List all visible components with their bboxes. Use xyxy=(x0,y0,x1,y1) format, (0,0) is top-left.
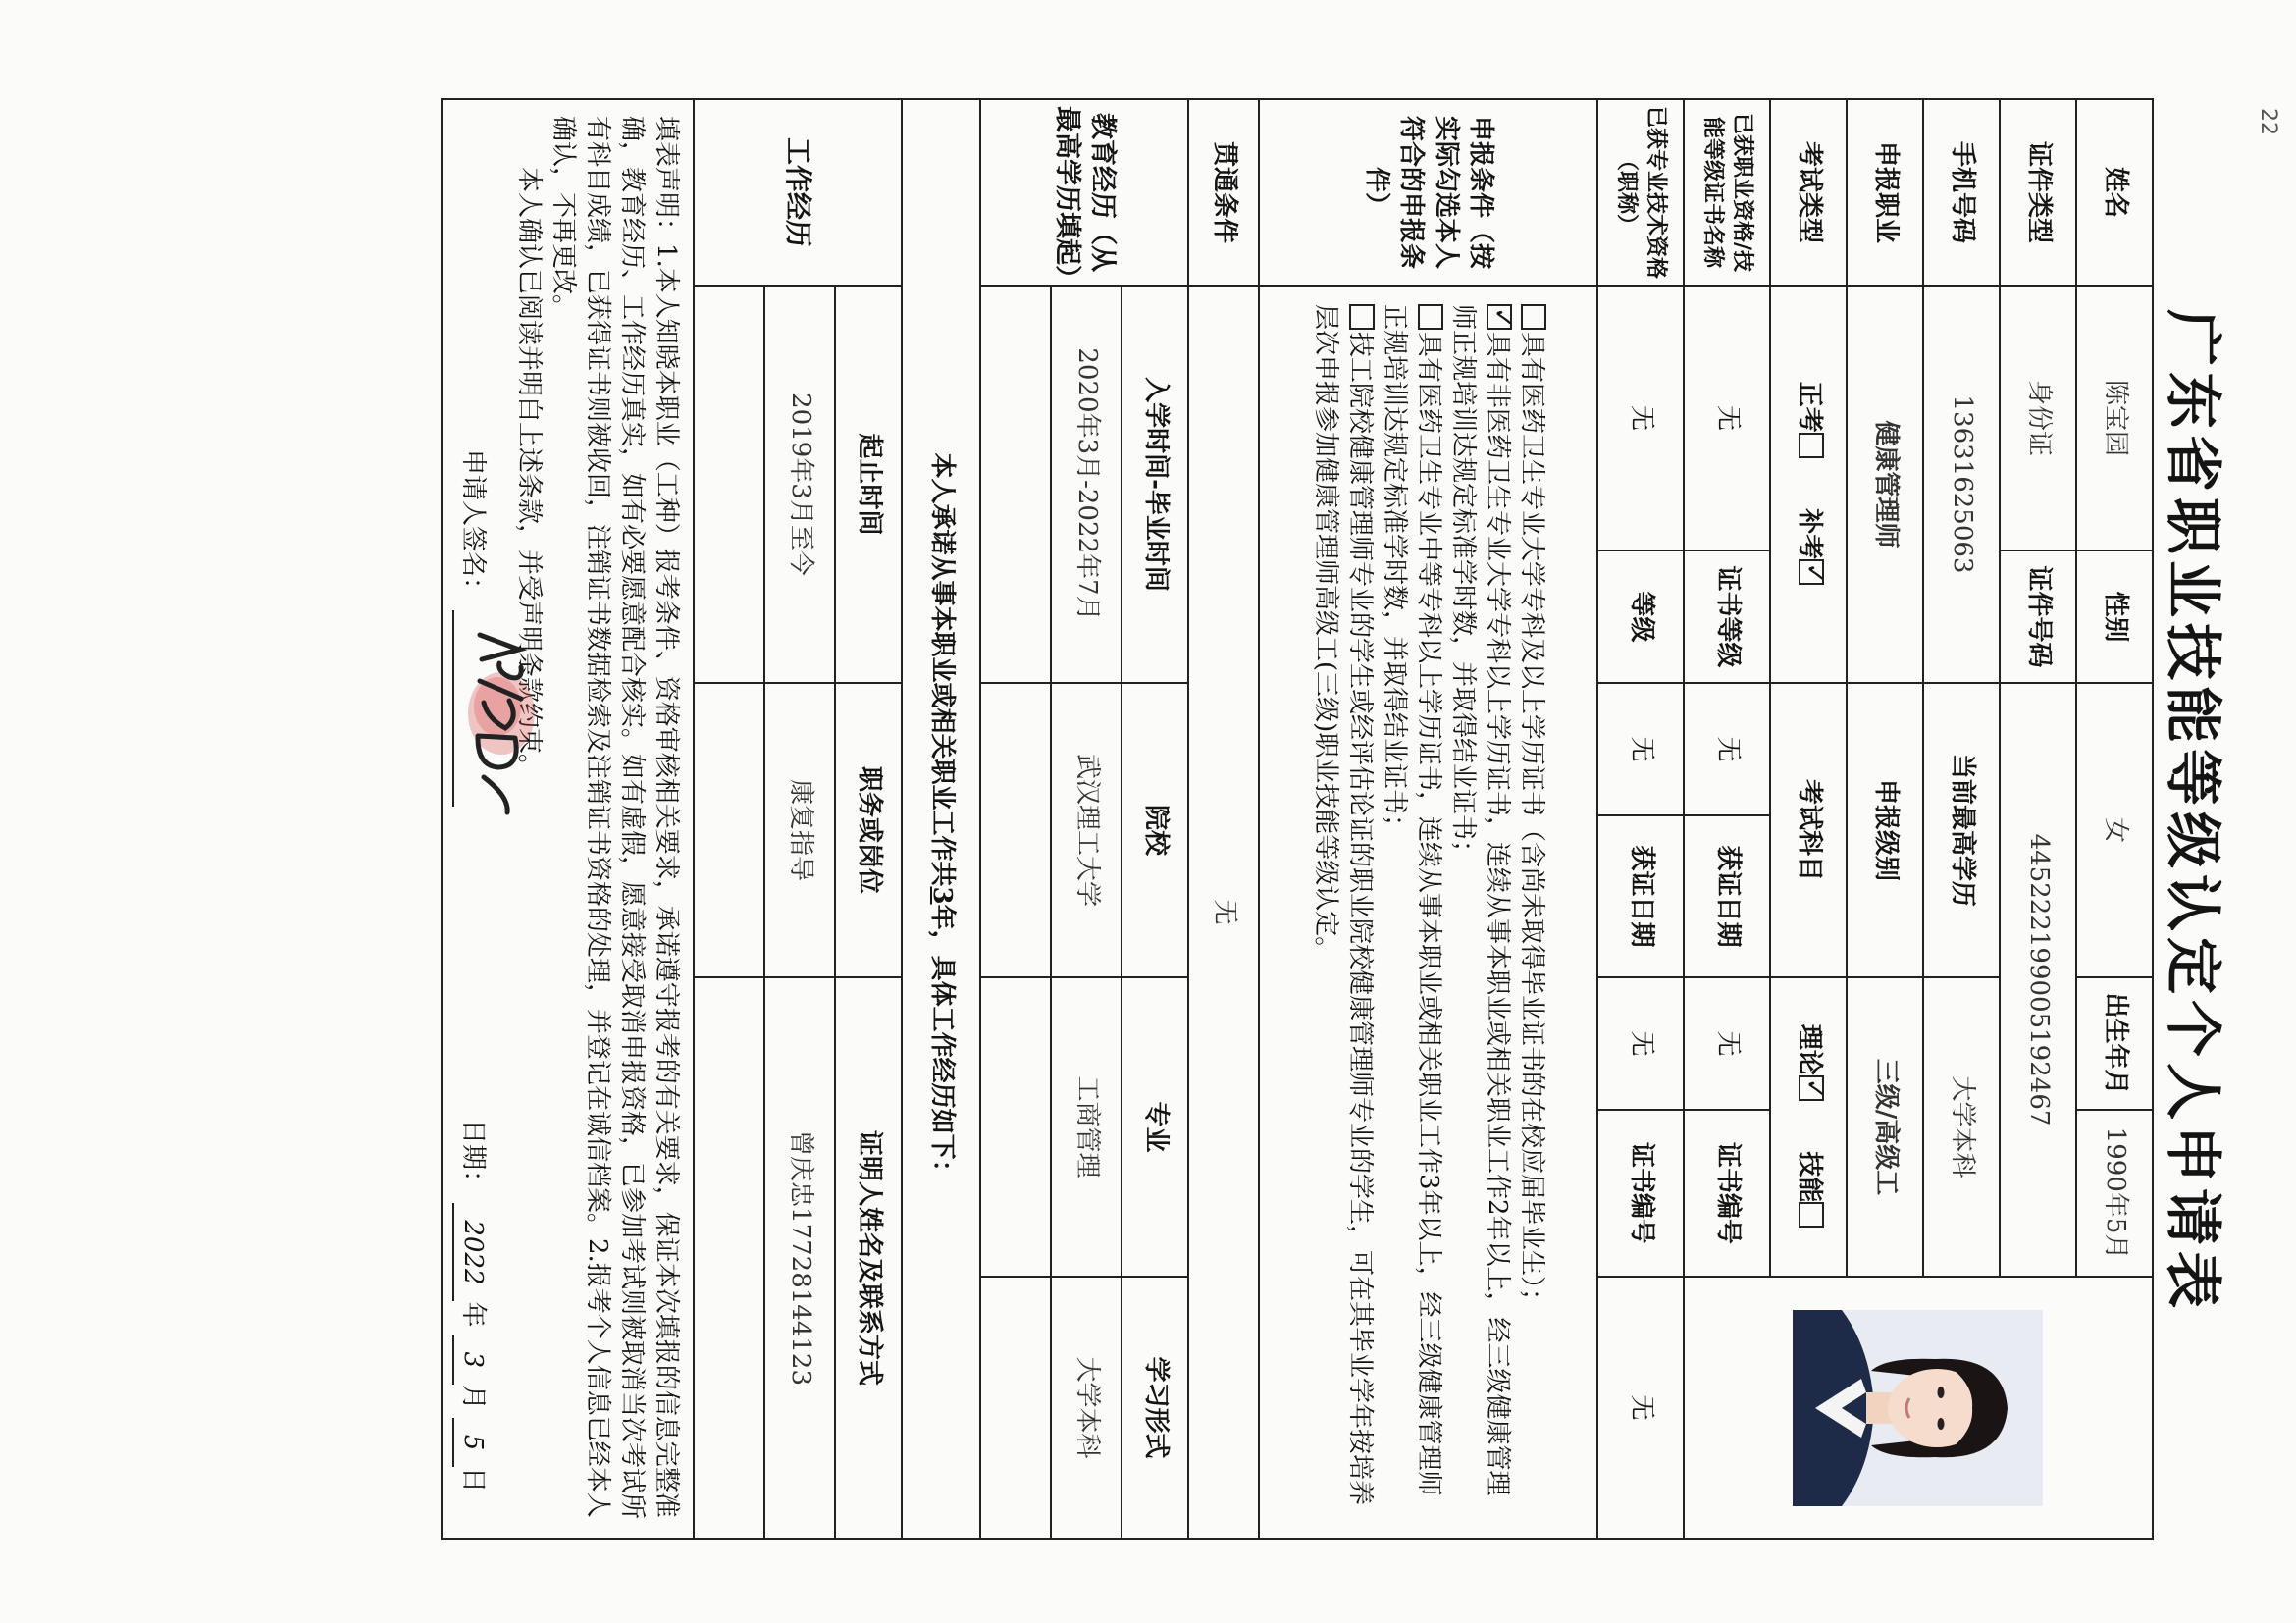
subject-theory-label: 理论 xyxy=(1794,1023,1824,1075)
level-label: 申报级别 xyxy=(1847,683,1923,977)
work-history-label: 工作经历 xyxy=(694,99,902,286)
edu-header-major: 专业 xyxy=(1122,977,1188,1277)
year-char: 年 xyxy=(457,1301,488,1328)
edu-period-empty xyxy=(980,286,1051,683)
condition-checkbox-3[interactable] xyxy=(1418,304,1443,330)
exam-type-regular-checkbox[interactable] xyxy=(1799,433,1824,458)
condition-text-2: 具有非医药卫生专业大学专科以上学历证书，连续从事本职业或相关职业工作2年以上，经三级健康管理师正规培训达规定标准学时数，并取得结业证书； xyxy=(1448,304,1513,1496)
condition-text-4: 技工院校健康管理师专业的学生或经评估论证的职业院校健康管理师专业的学生，可在其毕业学年按培养层次申报参加健康管理师高级工(三级)职业技能等级认定。 xyxy=(1310,304,1375,1506)
application-form xyxy=(441,98,2154,1540)
edu-header-mode: 学习形式 xyxy=(1122,1277,1188,1539)
qual-date-label: 获证日期 xyxy=(1684,815,1770,977)
day-char: 日 xyxy=(457,1467,488,1493)
exam-type-label: 考试类型 xyxy=(1770,99,1847,286)
birth-value: 1990年5月 xyxy=(2076,1110,2153,1277)
through-label: 贯通条件 xyxy=(1188,99,1259,286)
edu-history-label: 教育经历（从最高学历填起） xyxy=(980,99,1188,286)
edu-period: 2020年3月-2022年7月 xyxy=(1051,286,1122,683)
subject-theory-checkbox[interactable] xyxy=(1799,1075,1824,1101)
condition-item xyxy=(1377,304,1445,1520)
work-header-period: 起止时间 xyxy=(835,286,902,683)
qual-cert-date: 无 xyxy=(1684,977,1770,1110)
exam-type-makeup-label: 补考 xyxy=(1794,508,1824,560)
exam-subject-options xyxy=(1770,977,1847,1277)
signature-row xyxy=(452,116,489,1522)
signature-area xyxy=(452,449,489,807)
handwritten-signature xyxy=(460,620,548,826)
tech-grade: 无 xyxy=(1597,683,1684,815)
work-pledge xyxy=(902,99,980,1539)
condition-item xyxy=(1514,304,1548,1520)
condition-item xyxy=(1308,304,1377,1520)
grade-label: 等级 xyxy=(1597,550,1684,683)
condition-checkbox-2[interactable] xyxy=(1487,304,1512,330)
conditions-label: 申报条件（按实际勾选本人符合的申报条件） xyxy=(1259,99,1597,286)
tech-title-label: 已获专业技术资格（职称） xyxy=(1597,99,1684,286)
edu-header-school: 院校 xyxy=(1122,683,1188,977)
gender-label: 性别 xyxy=(2076,550,2153,683)
tech-date: 无 xyxy=(1597,977,1684,1110)
declaration-block xyxy=(442,99,694,1539)
edu-mode-empty xyxy=(980,1277,1051,1539)
work-period-empty xyxy=(694,286,764,683)
work-header-referee: 证明人姓名及联系方式 xyxy=(835,977,902,1539)
qual-cert-name: 无 xyxy=(1684,286,1770,550)
signature-field[interactable] xyxy=(452,610,489,807)
photo-cell xyxy=(1684,1277,2153,1539)
phone-value: 13631625063 xyxy=(1923,286,2000,683)
work-position-empty xyxy=(694,683,764,977)
subject-skill-label: 技能 xyxy=(1794,1151,1824,1203)
edu-major-empty xyxy=(980,977,1051,1277)
condition-checkbox-1[interactable] xyxy=(1521,304,1546,330)
id-number-value: 445222199005192467 xyxy=(2000,683,2076,1277)
work-referee-empty xyxy=(694,977,764,1539)
exam-type-makeup-checkbox[interactable] xyxy=(1799,559,1824,585)
condition-item xyxy=(1445,304,1514,1520)
signature-label: 申请人签名： xyxy=(457,449,488,603)
pledge-years: 3 xyxy=(926,886,957,905)
pledge-prefix: 本人承诺从事本职业或相关职业工作共 xyxy=(926,452,957,887)
condition-text-3: 具有医药卫生专业中等专科以上学历证书，连续从事本职业或相关职业工作3年以上，经三级健康管理师正规培训达规定标准学时数，并取得结业证书； xyxy=(1379,304,1444,1496)
date-month[interactable]: 3 xyxy=(452,1335,489,1385)
qual-cert-level: 无 xyxy=(1684,683,1770,815)
occupation-label: 申报职业 xyxy=(1847,99,1923,286)
name-value: 陈宝园 xyxy=(2076,286,2153,550)
tech-no-label: 证书编号 xyxy=(1597,1110,1684,1277)
edu-header-period: 入学时间-毕业时间 xyxy=(1122,286,1188,683)
date-year[interactable]: 2022 xyxy=(452,1203,489,1301)
level-value: 三级/高级工 xyxy=(1847,977,1923,1277)
exam-subject-label: 考试科目 xyxy=(1770,683,1847,977)
qual-no-label: 证书编号 xyxy=(1684,1110,1770,1277)
name-label: 姓名 xyxy=(2076,99,2153,286)
id-type-label: 证件类型 xyxy=(2000,99,2076,286)
pledge-suffix: 年，具体工作经历如下： xyxy=(926,904,957,1185)
work-period: 2019年3月至今 xyxy=(764,286,835,683)
through-value: 无 xyxy=(1188,286,1259,1539)
tech-date-label: 获证日期 xyxy=(1597,815,1684,977)
page-number: 22 xyxy=(2256,108,2280,135)
work-header-position: 职务或岗位 xyxy=(835,683,902,977)
id-number-label: 证件号码 xyxy=(2000,550,2076,683)
gender-value: 女 xyxy=(2076,683,2153,977)
id-type-value: 身份证 xyxy=(2000,286,2076,550)
applicant-photo xyxy=(1794,1310,2044,1506)
declaration-confirm: 本人确认已阅读并明白上述条款，并受声明条款约束。 xyxy=(513,167,544,780)
edu-school: 武汉理工大学 xyxy=(1051,683,1122,977)
condition-text-1: 具有医药卫生专业大学专科及以上学历证书（含尚未取得毕业证书的在校应届毕业生）； xyxy=(1517,332,1547,1315)
month-char: 月 xyxy=(457,1384,488,1410)
phone-label: 手机号码 xyxy=(1923,99,2000,286)
tech-title-name: 无 xyxy=(1597,286,1684,550)
occupation-value: 健康管理师 xyxy=(1847,286,1923,683)
work-position: 康复指导 xyxy=(764,683,835,977)
declaration-text: 填表声明：1.本人知晓本职业（工种）报考条件、资格审核相关要求，承诺遵守报考的有关要求，保证本次填报的信息完整准确，教育经历、工作经历真实，如有必要愿意配合核实。如有虚假，愿意接受取消申报资格，已参加考试则被取消当次考试所有科目成绩，已获得证书则被收回，注销证书数据检索及注销证书资格的处理，并登记在诚信档案。2.报考个人信息已经本人确认，不再更改。 xyxy=(548,116,681,1520)
conditions-list xyxy=(1259,286,1597,1539)
education-value: 大学本科 xyxy=(1923,977,2000,1277)
edu-school-empty xyxy=(980,683,1051,977)
education-label: 当前最高学历 xyxy=(1923,683,2000,977)
cert-level-label: 证书等级 xyxy=(1684,550,1770,683)
document-title: 广东省职业技能等级认定个人申请表 xyxy=(2160,308,2226,1314)
tech-cert-no: 无 xyxy=(1597,1277,1684,1539)
condition-checkbox-4[interactable] xyxy=(1349,304,1375,330)
exam-type-regular-label: 正考 xyxy=(1794,381,1824,433)
date-day[interactable]: 5 xyxy=(452,1418,489,1467)
edu-major: 工商管理 xyxy=(1051,977,1122,1277)
edu-mode: 大学本科 xyxy=(1051,1277,1122,1539)
subject-skill-checkbox[interactable] xyxy=(1799,1202,1824,1228)
work-referee: 曾庆忠17728144123 xyxy=(764,977,835,1539)
date-label: 日期： xyxy=(457,1119,488,1196)
exam-type-options xyxy=(1770,286,1847,683)
birth-label: 出生年月 xyxy=(2076,977,2153,1110)
date-area xyxy=(452,1119,489,1492)
qual-cert-label: 已获职业资格/技能等级证书名称 xyxy=(1684,99,1770,286)
